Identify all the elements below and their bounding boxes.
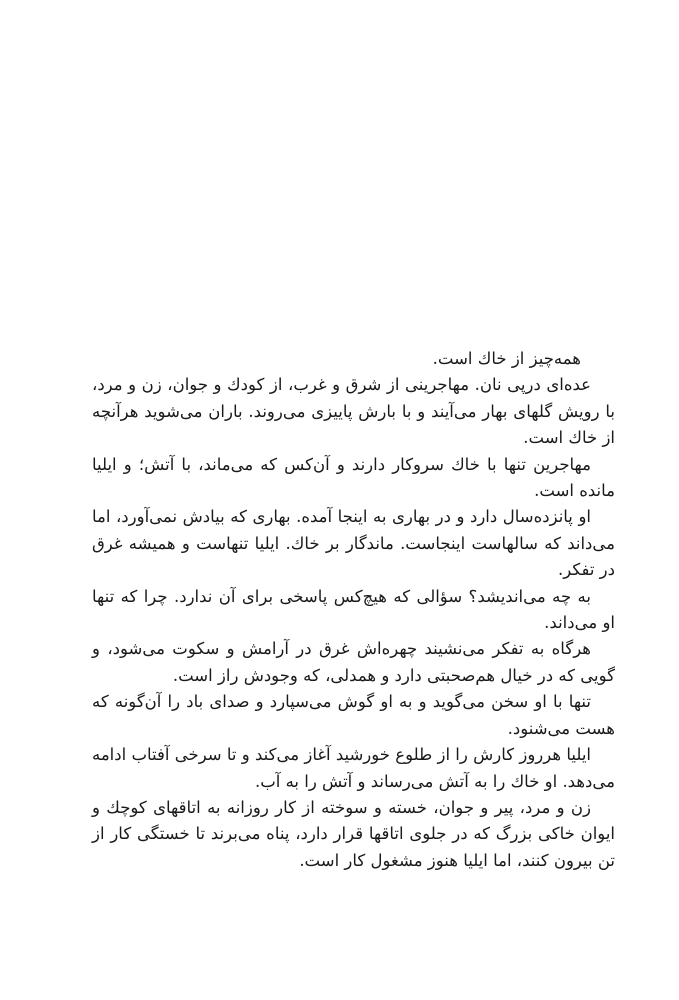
body-text (92, 346, 615, 874)
paragraph: زن و مرد، پیر و جوان، خسته و سوخته از کار روزانه به اتاقهای کوچك و ایوان خاکی بزرگ که در جلوی اتاقها قرار دارد، پناه می‌برند تا خستگی کار از تن بیرون کنند، اما ایلیا هنوز مشغول کار است. (92, 797, 616, 870)
paragraph: هرگاه به تفکر می‌نشیند چهره‌اش غرق در آرامش و سکوت می‌شود، و گویی که در خیال هم‌صحبتی دارد و همدلی، که وجودش راز است. (92, 639, 615, 685)
paragraph: ایلیا هرروز کارش را از طلوع خورشید آغاز می‌کند و تا سرخی آفتاب ادامه می‌دهد. او خاك را به آتش می‌رساند و آتش را به آب. (92, 745, 615, 791)
paragraph: تنها با او سخن می‌گوید و به او گوش می‌سپارد و صدای باد را آن‌گونه که هست می‌شنود. (92, 692, 615, 738)
paragraph: عده‌ای درپی نان. مهاجرینی از شرق و غرب، از کودك و جوان، زن و مرد، با رویش گلهای بهار می‌آیند و با بارش پاییزی می‌روند. باران می‌شوید هرآنچه از خاك است. (92, 375, 615, 448)
paragraph: همه‌چیز از خاك است. (432, 349, 581, 368)
paragraph: مهاجرین تنها با خاك سروکار دارند و آن‌کس که می‌ماند، با آتش؛ و ایلیا مانده است. (92, 454, 615, 501)
paragraph: به چه می‌اندیشد؟ سؤالی که هیچ‌کس پاسخی برای آن ندارد. چرا که تنها او می‌داند. (92, 586, 615, 633)
paragraph: او پانزده‌سال دارد و در بهاری به اینجا آمده. بهاری که بیادش نمی‌آورد، اما می‌داند که سالهاست اینجاست. ماندگار بر خاك. ایلیا تنهاست و همیشه غرق در تفکر. (92, 507, 615, 580)
